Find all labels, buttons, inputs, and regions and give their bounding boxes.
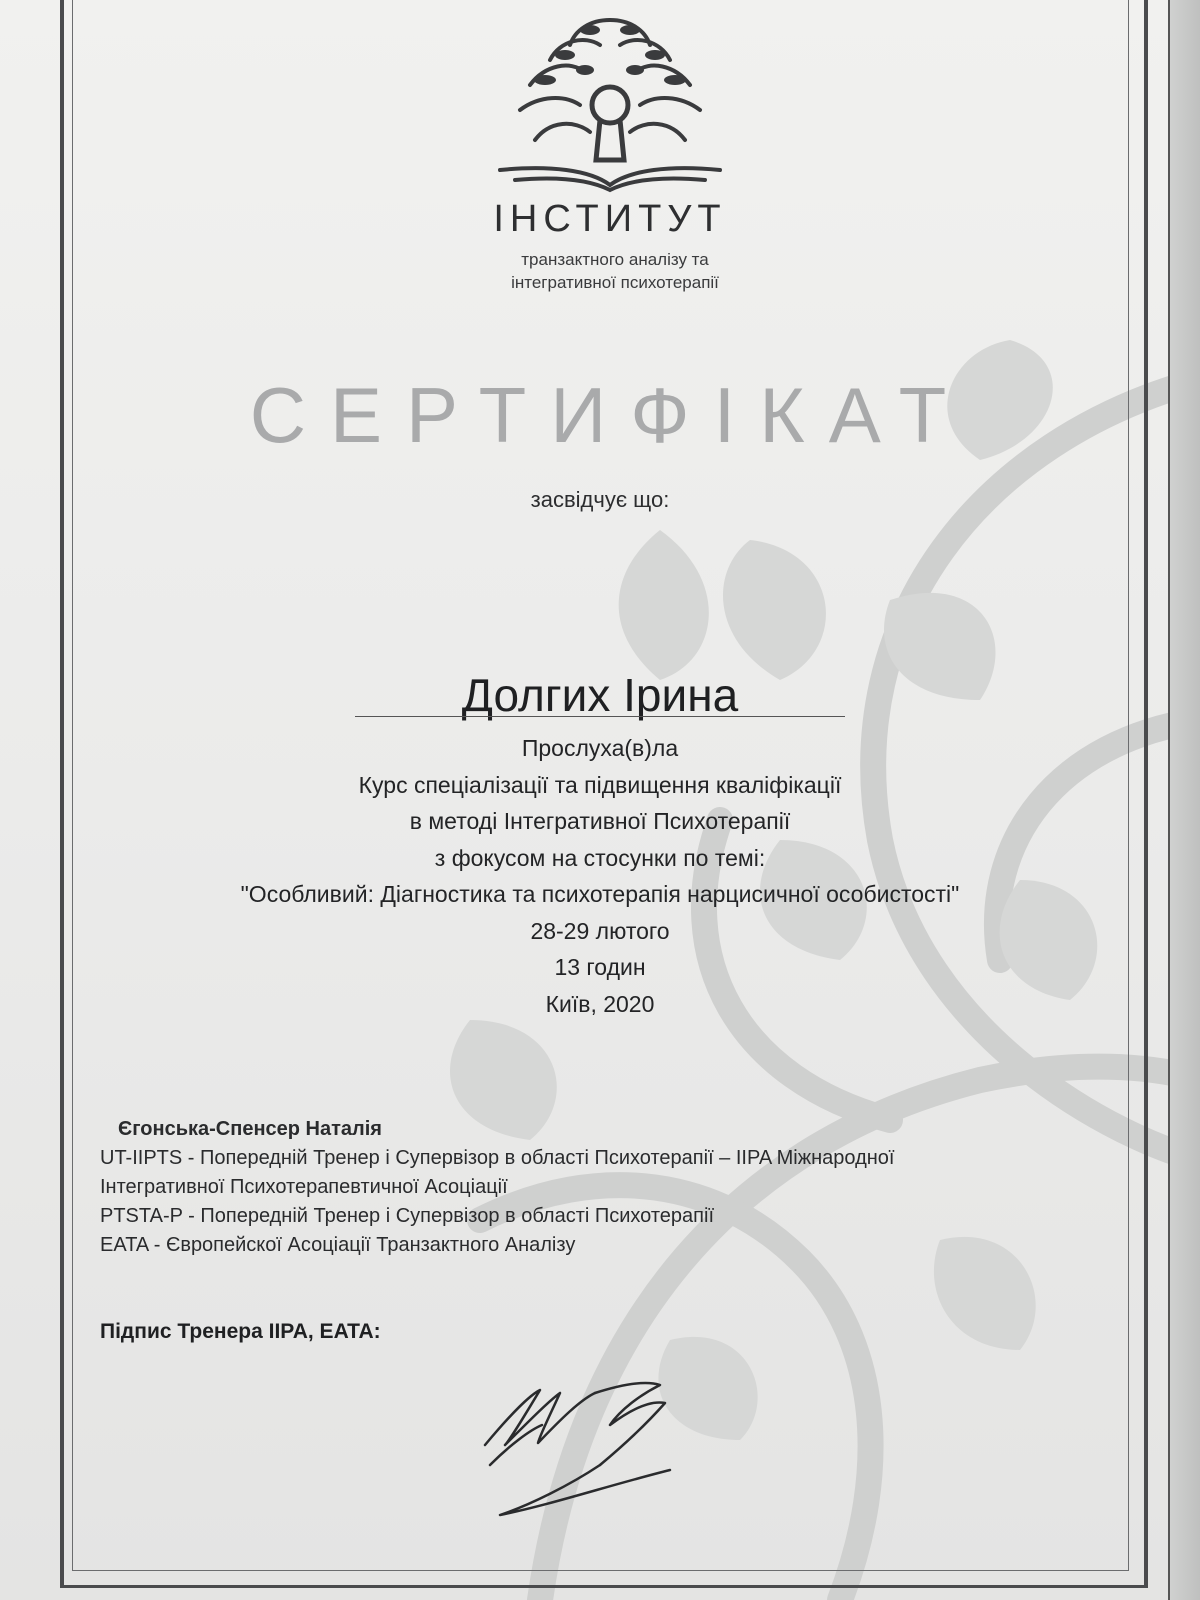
tree-keyhole-logo-icon	[490, 0, 730, 195]
certificate-title: СЕРТИФІКАТ	[249, 371, 971, 459]
course-line: в методі Інтегративної Психотерапії	[409, 808, 791, 834]
background-edge	[1168, 0, 1200, 1600]
course-line: Прослуха(в)ла	[521, 735, 679, 761]
trainer-credential: Інтегративної Психотерапевтичної Асоціації	[100, 1176, 508, 1198]
course-topic: "Особливий: Діагностика та психотерапія нарцисичної особистості"	[240, 881, 960, 907]
certifies-text: засвідчує що:	[530, 487, 670, 512]
signature-label: Підпис Тренера IIPA, EATA:	[100, 1320, 381, 1343]
course-place-year: Київ, 2020	[545, 990, 655, 1017]
institute-title: ІНСТИТУТ	[493, 198, 727, 240]
trainer-credential: PTSTA-P - Попередній Тренер і Супервізор в області Психотерапії	[100, 1205, 715, 1227]
trainer-block	[100, 1115, 1120, 1260]
course-hours: 13 годин	[554, 954, 646, 980]
institute-subtitle-line2: інтегративної психотерапії	[511, 273, 719, 292]
course-line: з фокусом на стосунки по темі:	[434, 844, 766, 871]
course-dates: 28-29 лютого	[530, 917, 670, 944]
course-line: Курс спеціалізації та підвищення кваліфікації	[358, 771, 842, 798]
trainer-credential: UT-IIPTS - Попередній Тренер і Супервізор в області Психотерапії – IIPA Міжнародної	[100, 1147, 895, 1169]
recipient-name: Долгих Ірина	[461, 669, 739, 721]
trainer-credential: EATA - Європейскої Асоціації Транзактного Аналізу	[100, 1234, 576, 1256]
name-underline	[355, 716, 845, 717]
institute-subtitle-line1: транзактного аналізу та	[521, 250, 709, 269]
trainer-name: Єгонська-Спенсер Наталія	[118, 1118, 382, 1140]
signature-mark	[470, 1375, 710, 1525]
course-details	[100, 730, 1100, 1022]
institute-subtitle	[455, 248, 775, 294]
